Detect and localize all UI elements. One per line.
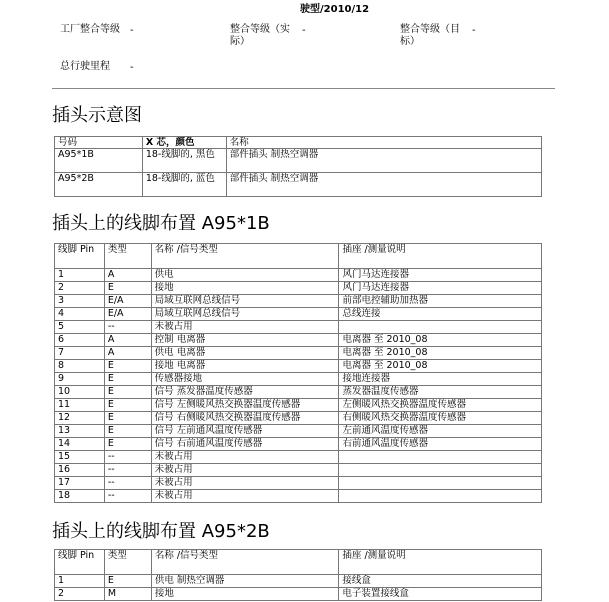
table-cell: 6 bbox=[55, 334, 105, 347]
table-row bbox=[55, 588, 542, 601]
table-cell: A95*1B bbox=[55, 149, 143, 173]
table-cell: E bbox=[104, 386, 151, 399]
table-cell: E bbox=[104, 282, 151, 295]
table-header: 名称 bbox=[226, 137, 541, 149]
table-cell: 接地 电离器 bbox=[151, 360, 339, 373]
table-cell: E bbox=[104, 575, 151, 588]
table-cell: 风门马达连接器 bbox=[339, 269, 542, 282]
table-cell bbox=[339, 490, 542, 503]
table-row bbox=[55, 412, 542, 425]
table-cell: 16 bbox=[55, 464, 105, 477]
table-row bbox=[55, 282, 542, 295]
table-cell: 局域互联网总线信号 bbox=[151, 308, 339, 321]
table-header: 类型 bbox=[104, 244, 151, 269]
table-row bbox=[55, 173, 542, 197]
table-cell: 13 bbox=[55, 425, 105, 438]
connector-table bbox=[54, 136, 542, 197]
table-cell: 2 bbox=[55, 282, 105, 295]
table-row bbox=[55, 464, 542, 477]
table-cell: E bbox=[104, 412, 151, 425]
table-cell: 7 bbox=[55, 347, 105, 360]
table-cell: A bbox=[104, 347, 151, 360]
table-header-row bbox=[55, 137, 542, 149]
mileage-value: - bbox=[130, 62, 134, 73]
table-cell: E/A bbox=[104, 308, 151, 321]
table-header: 名称 /信号类型 bbox=[151, 550, 339, 575]
table-header: X 芯，颜色 bbox=[142, 137, 226, 149]
table-cell: 未被占用 bbox=[151, 464, 339, 477]
table-cell: 1 bbox=[55, 575, 105, 588]
table-cell: 4 bbox=[55, 308, 105, 321]
table-row bbox=[55, 477, 542, 490]
table-cell: 电离器 至 2010_08 bbox=[339, 360, 542, 373]
table-cell: E bbox=[104, 399, 151, 412]
table-cell bbox=[339, 477, 542, 490]
table-cell: -- bbox=[104, 464, 151, 477]
target-value: - bbox=[472, 25, 476, 36]
table-cell: 信号 右侧暖风热交换器温度传感器 bbox=[151, 412, 339, 425]
table-header: 线脚 Pin bbox=[55, 244, 105, 269]
table-header-row bbox=[55, 550, 542, 575]
actual-label: 整合等级（实际） bbox=[230, 24, 290, 47]
table-header: 类型 bbox=[104, 550, 151, 575]
mileage-label: 总行驶里程 bbox=[60, 61, 110, 72]
table-cell: E bbox=[104, 438, 151, 451]
table-cell: E bbox=[104, 373, 151, 386]
table-row bbox=[55, 360, 542, 373]
table-row bbox=[55, 490, 542, 503]
table-cell: 8 bbox=[55, 360, 105, 373]
table-cell: 信号 左前通风温度传感器 bbox=[151, 425, 339, 438]
table-cell: E bbox=[104, 425, 151, 438]
table-cell: -- bbox=[104, 321, 151, 334]
table-cell: 右侧暖风热交换器温度传感器 bbox=[339, 412, 542, 425]
table-row bbox=[55, 321, 542, 334]
table-header: 插座 /测量说明 bbox=[339, 550, 542, 575]
table-cell: 控制 电离器 bbox=[151, 334, 339, 347]
table-cell: A bbox=[104, 334, 151, 347]
table-cell: 14 bbox=[55, 438, 105, 451]
table-header: 号码 bbox=[55, 137, 143, 149]
table-cell: 9 bbox=[55, 373, 105, 386]
table-cell: 17 bbox=[55, 477, 105, 490]
table-cell: 供电 制热空调器 bbox=[151, 575, 339, 588]
table-cell: 未被占用 bbox=[151, 451, 339, 464]
table-row bbox=[55, 149, 542, 173]
table-cell: 未被占用 bbox=[151, 477, 339, 490]
table-row bbox=[55, 425, 542, 438]
header-text: 驶型/2010/12 bbox=[300, 4, 370, 15]
table-cell: 18-线脚的, 蓝色 bbox=[142, 173, 226, 197]
table-cell: 18 bbox=[55, 490, 105, 503]
actual-value: - bbox=[302, 25, 306, 36]
table-cell: 右前通风温度传感器 bbox=[339, 438, 542, 451]
table-cell: 电子装置接线盒 bbox=[339, 588, 542, 601]
table-row bbox=[55, 451, 542, 464]
table-row bbox=[55, 399, 542, 412]
section-title-pin1: 插头上的线脚布置 A95*1B bbox=[52, 213, 270, 234]
table-cell: 传感器接地 bbox=[151, 373, 339, 386]
table-header-row bbox=[55, 244, 542, 269]
section-title-pin2: 插头上的线脚布置 A95*2B bbox=[52, 521, 270, 542]
table-cell: 信号 左侧暖风热交换器温度传感器 bbox=[151, 399, 339, 412]
table-cell: 信号 蒸发器温度传感器 bbox=[151, 386, 339, 399]
table-cell: -- bbox=[104, 490, 151, 503]
table-cell: 风门马达连接器 bbox=[339, 282, 542, 295]
table-cell: 12 bbox=[55, 412, 105, 425]
table-cell: E/A bbox=[104, 295, 151, 308]
table-cell: A95*2B bbox=[55, 173, 143, 197]
table-cell: 接地连接器 bbox=[339, 373, 542, 386]
table-row bbox=[55, 334, 542, 347]
table-cell bbox=[339, 464, 542, 477]
table-cell: 接地 bbox=[151, 588, 339, 601]
table-cell: E bbox=[104, 360, 151, 373]
table-cell: 18-线脚的, 黑色 bbox=[142, 149, 226, 173]
table-cell: 接地 bbox=[151, 282, 339, 295]
table-cell bbox=[339, 451, 542, 464]
table-cell bbox=[339, 321, 542, 334]
table-cell: 供电 电离器 bbox=[151, 347, 339, 360]
table-cell: 信号 右前通风温度传感器 bbox=[151, 438, 339, 451]
table-cell: 1 bbox=[55, 269, 105, 282]
table-cell: 左侧暖风热交换器温度传感器 bbox=[339, 399, 542, 412]
table-row bbox=[55, 308, 542, 321]
table-cell: 2 bbox=[55, 588, 105, 601]
table-cell: -- bbox=[104, 451, 151, 464]
table-cell: 5 bbox=[55, 321, 105, 334]
table-cell: A bbox=[104, 269, 151, 282]
divider bbox=[52, 88, 555, 89]
table-cell: 部件插头 制热空调器 bbox=[226, 173, 541, 197]
table-row bbox=[55, 269, 542, 282]
table-header: 线脚 Pin bbox=[55, 550, 105, 575]
table-cell: 电离器 至 2010_08 bbox=[339, 347, 542, 360]
section-title-connector: 插头示意图 bbox=[52, 105, 142, 126]
table-cell: 11 bbox=[55, 399, 105, 412]
table-cell: 未被占用 bbox=[151, 321, 339, 334]
table-cell: M bbox=[104, 588, 151, 601]
table-cell: 蒸发器温度传感器 bbox=[339, 386, 542, 399]
table-cell: 部件插头 制热空调器 bbox=[226, 149, 541, 173]
table-row bbox=[55, 373, 542, 386]
table-cell: 15 bbox=[55, 451, 105, 464]
table-header: 插座 /测量说明 bbox=[339, 244, 542, 269]
table-cell: 前部电控辅助加热器 bbox=[339, 295, 542, 308]
table-cell: 电离器 至 2010_08 bbox=[339, 334, 542, 347]
table-row bbox=[55, 347, 542, 360]
table-cell: 供电 bbox=[151, 269, 339, 282]
table-row bbox=[55, 386, 542, 399]
table-cell: 10 bbox=[55, 386, 105, 399]
pin1-table bbox=[54, 243, 542, 503]
table-row bbox=[55, 295, 542, 308]
factory-label: 工厂整合等级 bbox=[60, 24, 120, 35]
table-cell: 局域互联网总线信号 bbox=[151, 295, 339, 308]
table-cell: -- bbox=[104, 477, 151, 490]
table-header: 名称 /信号类型 bbox=[151, 244, 339, 269]
table-cell: 接线盒 bbox=[339, 575, 542, 588]
table-row bbox=[55, 438, 542, 451]
table-cell: 3 bbox=[55, 295, 105, 308]
factory-value: - bbox=[130, 25, 134, 36]
table-cell: 总线连接 bbox=[339, 308, 542, 321]
table-row bbox=[55, 575, 542, 588]
pin2-table bbox=[54, 549, 542, 601]
target-label: 整合等级（目标） bbox=[400, 24, 460, 47]
table-cell: 未被占用 bbox=[151, 490, 339, 503]
table-cell: 左前通风温度传感器 bbox=[339, 425, 542, 438]
